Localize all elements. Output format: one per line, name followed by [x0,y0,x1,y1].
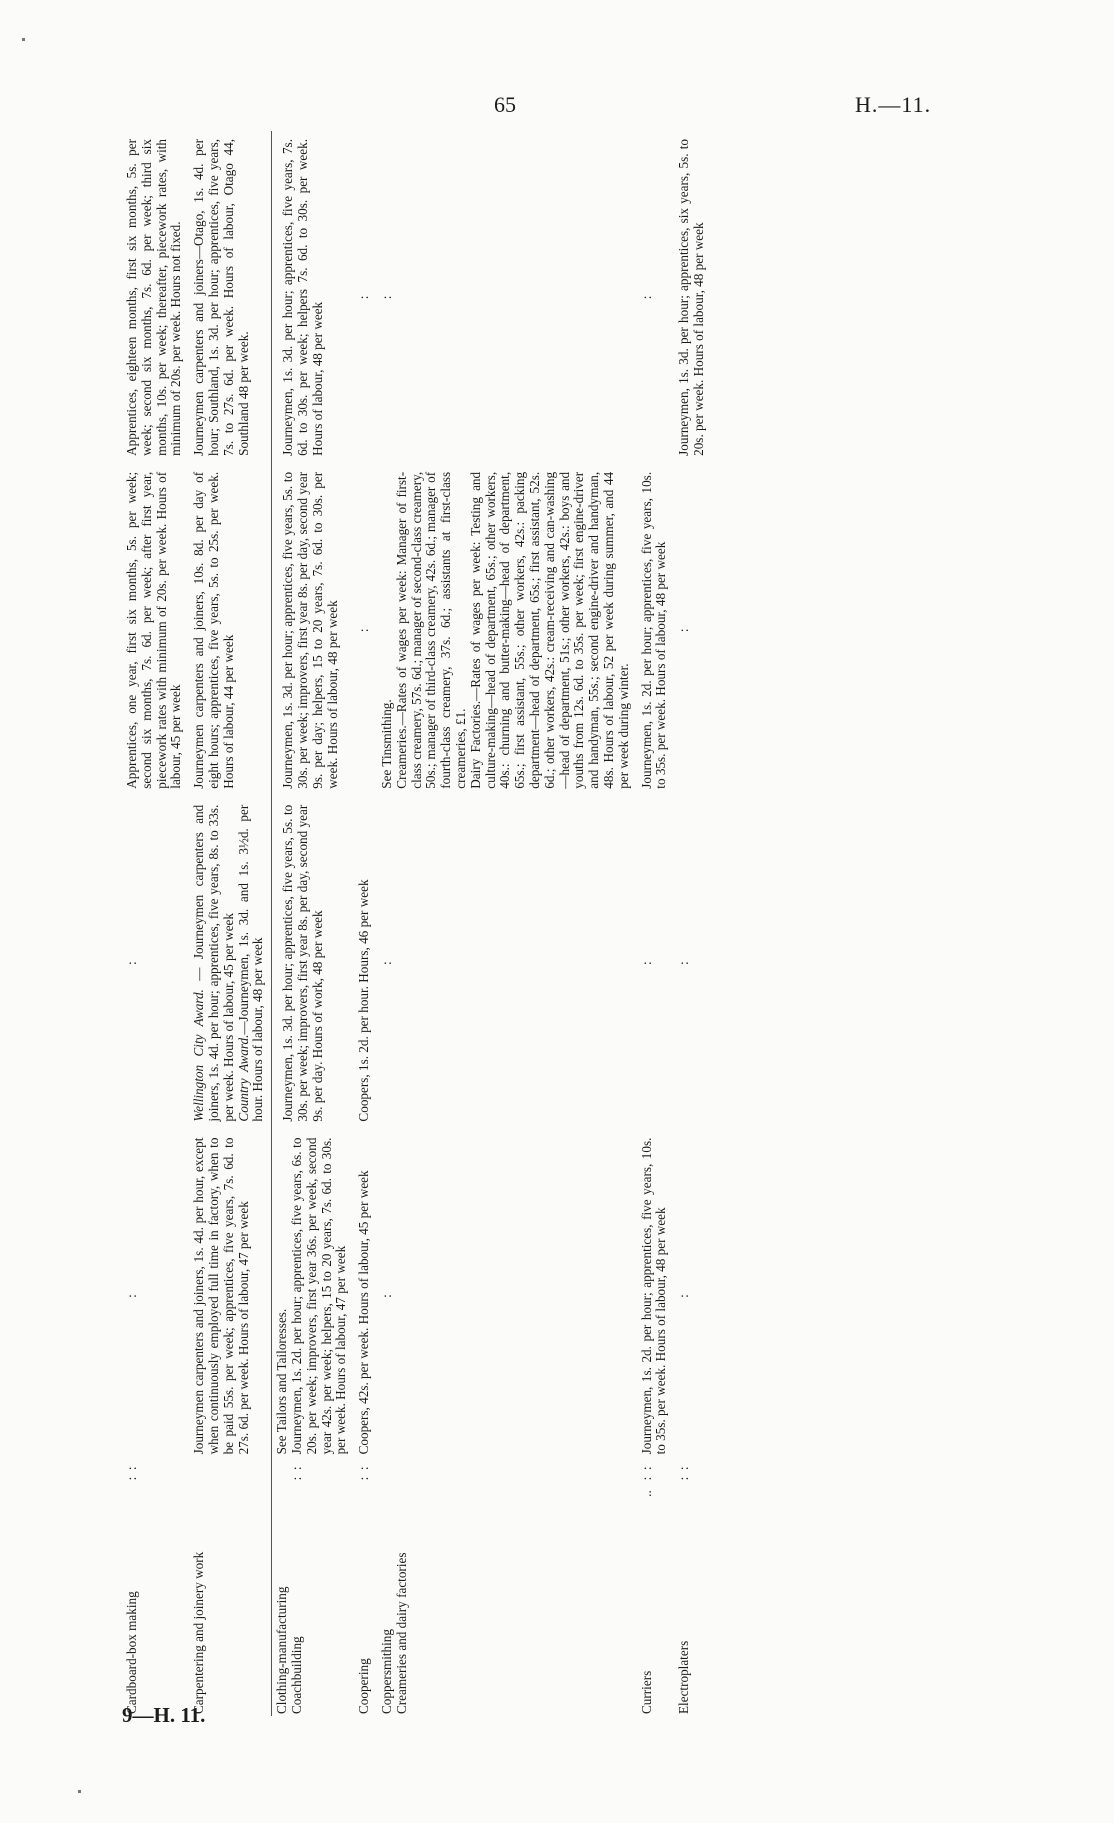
table-row [674,131,712,1716]
rate-cell: : [356,628,372,633]
rate-cell: : [638,295,654,300]
rate-cell: Journeymen carpenters and joiners, 10s. 8d. per day of eight hours; apprentices, five years, 5s. to 25s. per week. Hours of labour, 44 per week [191,471,236,789]
award-title: Country Award. [235,1034,251,1122]
trade-name: Carpentering and joinery work [191,1551,207,1714]
rate-cell: Coopers, 42s. per week. Hours of labour, 45 per week [356,1170,372,1455]
table-row [377,131,637,1716]
table-row [189,131,271,1716]
rate-cell: : [676,628,692,633]
trade-name: Cardboard-box making : : [124,1466,139,1714]
rate-cell: Journeymen, 1s. 3d. per hour; apprentices, five years, 7s. 6d. to 30s. per week; helpers 7s. 6d. to 30s. per week. Hours of labour, 48 per week [272,131,354,464]
rate-cell: Journeymen, 1s. 3d. per hour; apprentices, five years, 5s. to 30s. per week; improvers, first year 8s. per day, second year 9s. per day. Hours of work, 48 per week [272,797,354,1130]
wellington-city-award: Wellington City Award. — Journeymen carpenters and joiners, 1s. 4d. per hour; apprentices, five years, 8s. to 33s. per week. Hours of labour, 45 per week [191,804,236,1122]
rate-cell: : [378,961,394,965]
dairy-factories-rates: Dairy Factories.—Rates of wages per week: Testing and culture-making—head of department, 65s.; other workers, 40s.: churning and butter-making—head of department, 65s.; first assistant, 55s.; other workers, 42s.: packing department—head of department, 65s.; first assistant, 52s. 6d.; other workers, 42s.: cream-receiving and can-washing—head of department, 51s.; other workers, 42s.: boys and youths from 12s. 6d. to 35s. per week; first engine-driver and handyman, 55s.; second engine-driver and handyman, 48s. Hours of labour, 52 per week during summer, and 44 per week during winter. [467,471,631,789]
rate-cell: : [378,1294,394,1298]
page-number: 65 [494,92,516,117]
trade-name: Electroplaters : : [676,1466,692,1714]
table-row [354,131,377,1716]
award-title: Wellington City Award. [191,989,207,1122]
rotated-wages-table [122,131,977,1716]
trade-name: Clothing-manufacturing Coachbuilding : : [272,1462,354,1716]
rate-cell: Coopers, 1s. 2d. per hour. Hours, 46 per week [356,879,372,1122]
trade-name: Coopering : : [356,1466,372,1714]
rate-cell: : [676,961,692,965]
rate-cell: : [124,1294,139,1298]
document-reference: H.—11. [855,92,932,117]
printer-dot [78,1790,81,1793]
rate-cell: Journeymen, 1s. 2d. per hour; apprentices, five years, 10s. to 35s. per week. Hours of labour, 48 per week [638,471,669,789]
trade-name: Curriers .. : : [638,1466,654,1714]
rate-cell: : [378,295,394,300]
rate-cell: Apprentices, one year, first six months, 5s. per week; second six months, 7s. 6d. per week; after first year, piecework rates with minimum of 20s. per week. Hours of labour, 45 per week [124,471,184,789]
rate-cell: Journeymen, 1s. 3d. per hour; apprentices, five years, 5s. to 30s. per week; improvers, first year 8s. per day, second year 9s. per day; helpers, 15 to 20 years, 7s. 6d. to 30s. per week. Hours of labour, 48 per week [272,464,354,797]
rate-cell: Apprentices, eighteen months, first six months, 5s. per week; second six months, 7s. 6d. per week; third six months, 10s. per week; thereafter, piecework rates, with minimum of 20s. per week. Hours not fixed. [124,139,184,456]
table-row [122,131,189,1716]
rate-cell: Journeymen, 1s. 3d. per hour; apprentices, six years, 5s. to 20s. per week. Hours of labour, 48 per week [676,139,706,456]
printer-dot [22,38,25,41]
rate-cell: Journeymen carpenters and joiners—Otago, 1s. 4d. per hour; Southland, 1s. 3d. per hour; apprentices, five years, 7s. to 27s. 6d. per week. Hours of labour, Otago 44, Southland 48 per week. [191,139,251,456]
rate-cell: : [676,1294,692,1298]
table-row [637,131,675,1716]
rate-cell: : [124,961,139,965]
trade-name: Coppersmithing Creameries and dairy factories [378,1552,409,1714]
rate-cell: : [356,295,372,300]
creameries-rates: Creameries.—Rates of wages per week: Manager of first-class creamery, 57s. 6d.; manager of second-class creamery, 50s.; manager of third-class creamery, 42s. 6d.; manager of fourth-class creamery, 37s. 6d.; assistants at first-class creameries, £1. [393,471,468,789]
rate-cell [189,797,271,1130]
table-row [272,131,354,1716]
rate-cell [377,464,637,797]
see-tinsmithing: See Tinsmithing. [378,699,394,789]
rate-cell: See Tailors and Tailoresses. Journeymen, 1s. 2d. per hour; apprentices, five years, 6s. to 20s. per week; improvers, first year 36s. per week, second year 42s. per week; helpers, 15 to 20 years, 7s. 6d. to 30s. per week. Hours of labour, 47 per week [272,1130,354,1463]
country-award: Country Award.—Journeymen, 1s. 3d. and 1s. 3½d. per hour. Hours of labour, 48 per week [235,804,266,1122]
rate-cell: : [638,961,654,965]
rate-cell: Journeymen carpenters and joiners, 1s. 4d. per hour, except when continuously employed full time in factory, when to be paid 55s. per week; apprentices, five years, 7s. 6d. to 27s. 6d. per week. Hours of labour, 47 per week [191,1137,251,1455]
rate-cell: Journeymen, 1s. 2d. per hour; apprentices, five years, 10s. to 35s. per week. Hours of labour, 48 per week [638,1137,669,1455]
signature-mark: 9—H. 11. [122,1703,206,1727]
award-rates-table [122,131,712,1716]
